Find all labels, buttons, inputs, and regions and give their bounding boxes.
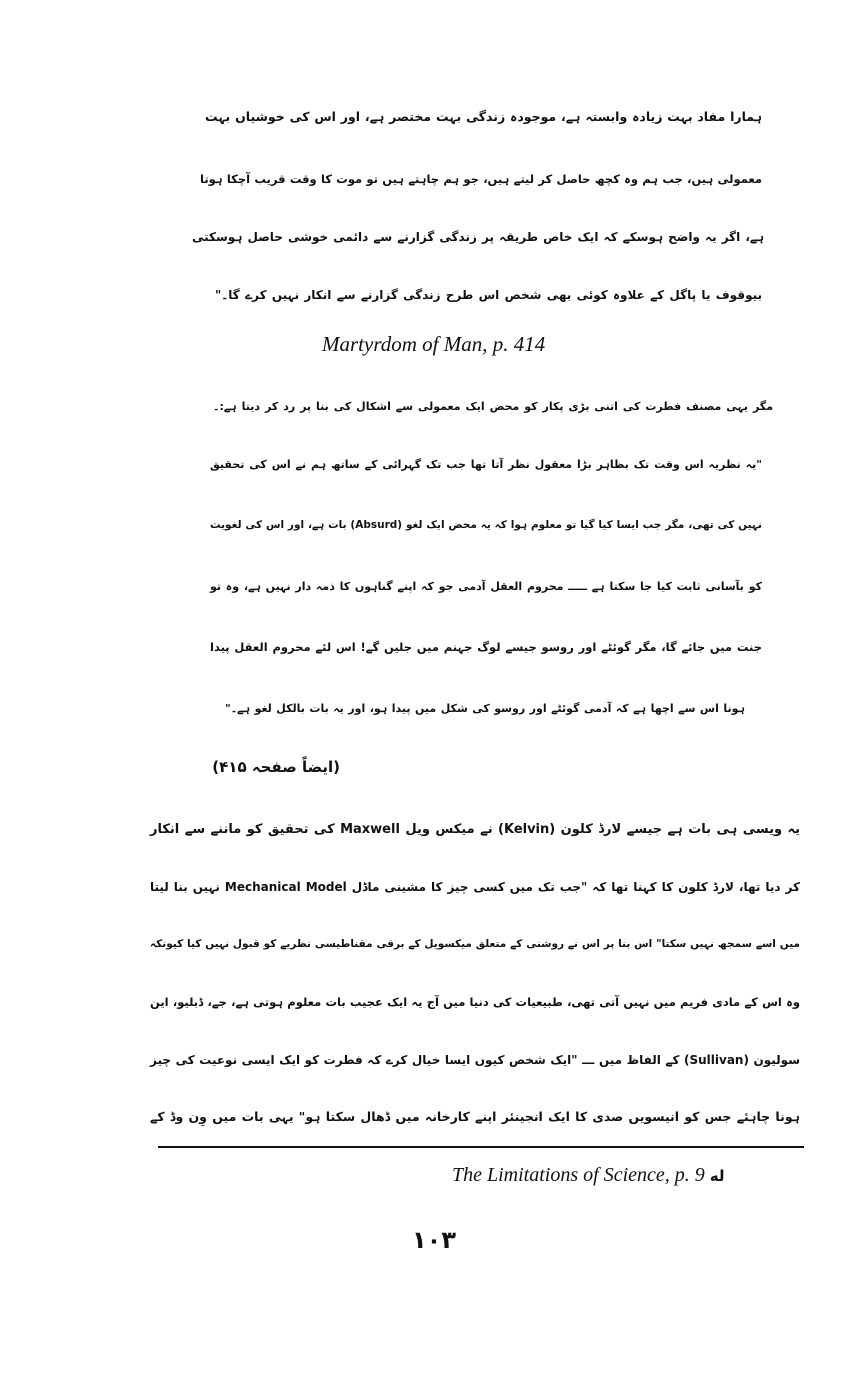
text-line: وہ اس کے مادی فریم میں نہیں آتی تھی، طبیعیات کی دنیا میں آج یہ ایک عجیب بات معلوم ہوتی ہے، جے، ڈبلیو، این xyxy=(150,995,800,1009)
text-line: معمولی ہیں، جب ہم وہ کچھ حاصل کر لیتے ہیں، جو ہم چاہتے ہیں تو موت کا وقت قریب آچکا ہوتا xyxy=(200,172,762,186)
citation-ibid: (ایضاً صفحہ ۴۱۵) xyxy=(212,758,340,776)
text-line: یہ ویسی ہی بات ہے جیسے لارڈ کلون (Kelvin) نے میکس ویل Maxwell کی تحقیق کو ماننے سے انکار xyxy=(150,822,800,837)
text-line: کر دیا تھا، لارڈ کلون کا کہنا تھا کہ "جب تک میں کسی چیز کا مشینی ماڈل Mechanical Model نہیں بنا لیتا xyxy=(150,880,800,894)
text-line: ہمارا مفاد بہت زیادہ وابستہ ہے، موجودہ زندگی بہت مختصر ہے، اور اس کی خوشیاں بہت xyxy=(205,109,762,124)
intro-line: مگر یہی مصنف فطرت کی اتنی بڑی پکار کو محض ایک معمولی سے اشکال کی بنا پر رد کر دیتا ہے:۔ xyxy=(213,400,773,413)
text-line: نہیں کی تھی، مگر جب ایسا کیا گیا تو معلوم ہوا کہ یہ محض ایک لغو (Absurd) بات ہے، اور اس کی لغویت xyxy=(210,519,762,531)
footnote-divider xyxy=(158,1146,804,1148)
footnote-marker: له xyxy=(709,1167,725,1185)
text-line: ہونا اس سے اچھا ہے کہ آدمی گوئٹے اور روسو کی شکل میں پیدا ہو، اور یہ بات بالکل لغو ہے۔" xyxy=(225,702,745,715)
text-line: جنت میں جائے گا، مگر گوئٹے اور روسو جیسے لوگ جہنم میں جلیں گے! اس لئے محروم العقل پیدا xyxy=(210,640,762,654)
text-line: ہونا چاہئے جس کو انیسویں صدی کا ایک انجینئر اپنے کارخانہ میں ڈھال سکتا ہو" یہی بات میں وِن وڈ کے xyxy=(150,1109,800,1124)
text-line: ہے، اگر یہ واضح ہوسکے کہ ایک خاص طریقہ پر زندگی گزارنے سے دائمی خوشی حاصل ہوسکتی xyxy=(192,230,764,244)
footnote-text: The Limitations of Science, p. 9 xyxy=(452,1164,705,1186)
text-line: "یہ نظریہ اس وقت تک بظاہر بڑا معقول نظر آتا تھا جب تک گہرائی کے ساتھ ہم نے اس کی تحقیق xyxy=(210,458,762,471)
citation-martyrdom-of-man: Martyrdom of Man, p. 414 xyxy=(322,332,546,356)
text-line: میں اسے سمجھ نہیں سکتا" اس بنا پر اس نے روشنی کے متعلق میکسویل کے برقی مقناطیسی نظریے کو قبول نہیں کیا کیونکہ xyxy=(150,938,800,950)
page-number: ۱۰۳ xyxy=(412,1226,456,1254)
footnote xyxy=(452,1164,725,1187)
text-line: بیوقوف یا پاگل کے علاوہ کوئی بھی شخص اس طرح زندگی گزارنے سے انکار نہیں کرے گا۔" xyxy=(215,288,762,302)
text-line: سولیون (Sullivan) کے الفاظ میں ـــ "ایک شخص کیوں ایسا خیال کرے کہ فطرت کو ایک ایسی نوعیت کی چیز xyxy=(150,1053,801,1067)
text-line: کو بآسانی ثابت کیا جا سکتا ہے ـــــ محروم العقل آدمی جو کہ اپنے گناہوں کا ذمہ دار نہیں ہے، وہ تو xyxy=(210,580,762,593)
